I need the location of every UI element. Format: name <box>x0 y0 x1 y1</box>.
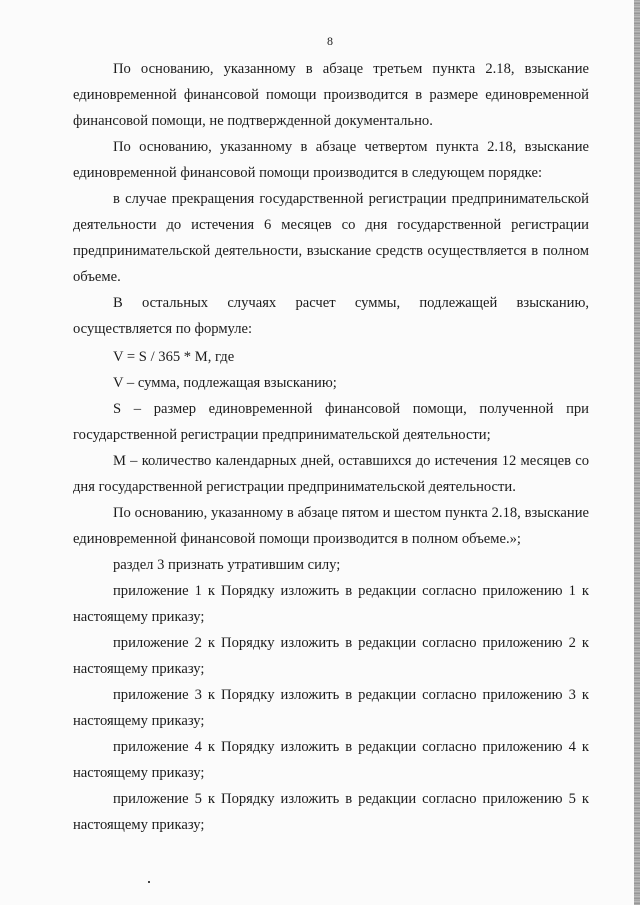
paragraph-appendix-5: приложение 5 к Порядку изложить в редакции согласно приложению 5 к настоящему приказу; <box>73 791 589 833</box>
paragraph-fifth-sixth-clause: По основанию, указанному в абзаце пятом и шестом пункта 2.18, взыскание единовременной финансовой помощи производится в полном объеме.»; <box>73 505 589 547</box>
formula: V = S / 365 * М, где <box>113 349 235 365</box>
paragraph-appendix-4: приложение 4 к Порядку изложить в редакции согласно приложению 4 к настоящему приказу; <box>73 739 589 781</box>
definition-m: М – количество календарных дней, оставшихся до истечения 12 месяцев со дня государственной регистрации предпринимательской деятельности. <box>73 453 589 495</box>
scan-speck <box>148 881 150 883</box>
definition-s: S – размер единовременной финансовой помощи, полученной при государственной регистрации предпринимательской деятельности; <box>73 401 589 443</box>
paragraph-other-cases: В остальных случаях расчет суммы, подлежащей взысканию, осуществляется по формуле: <box>73 295 589 337</box>
page-number: 8 <box>327 34 333 48</box>
paragraph-termination-case: в случае прекращения государственной регистрации предпринимательской деятельности до истечения 6 месяцев со дня государственной регистрации предпринимательской деятельности, взыскание средств осуществляется в полном объеме. <box>73 191 589 285</box>
paragraph-third-clause: По основанию, указанному в абзаце третьем пункта 2.18, взыскание единовременной финансовой помощи производится в размере единовременной финансовой помощи, не подтвержденной документально. <box>73 61 589 129</box>
paragraph-fourth-clause: По основанию, указанному в абзаце четвертом пункта 2.18, взыскание единовременной финансовой помощи производится в следующем порядке: <box>73 139 589 181</box>
paragraph-appendix-2: приложение 2 к Порядку изложить в редакции согласно приложению 2 к настоящему приказу; <box>73 635 589 677</box>
paragraph-appendix-3: приложение 3 к Порядку изложить в редакции согласно приложению 3 к настоящему приказу; <box>73 687 589 729</box>
paragraph-appendix-1: приложение 1 к Порядку изложить в редакции согласно приложению 1 к настоящему приказу; <box>73 583 589 625</box>
scan-edge <box>634 0 640 905</box>
document-body <box>73 56 589 838</box>
paragraph-section-3: раздел 3 признать утратившим силу; <box>113 557 341 573</box>
definition-v: V – сумма, подлежащая взысканию; <box>113 375 337 391</box>
